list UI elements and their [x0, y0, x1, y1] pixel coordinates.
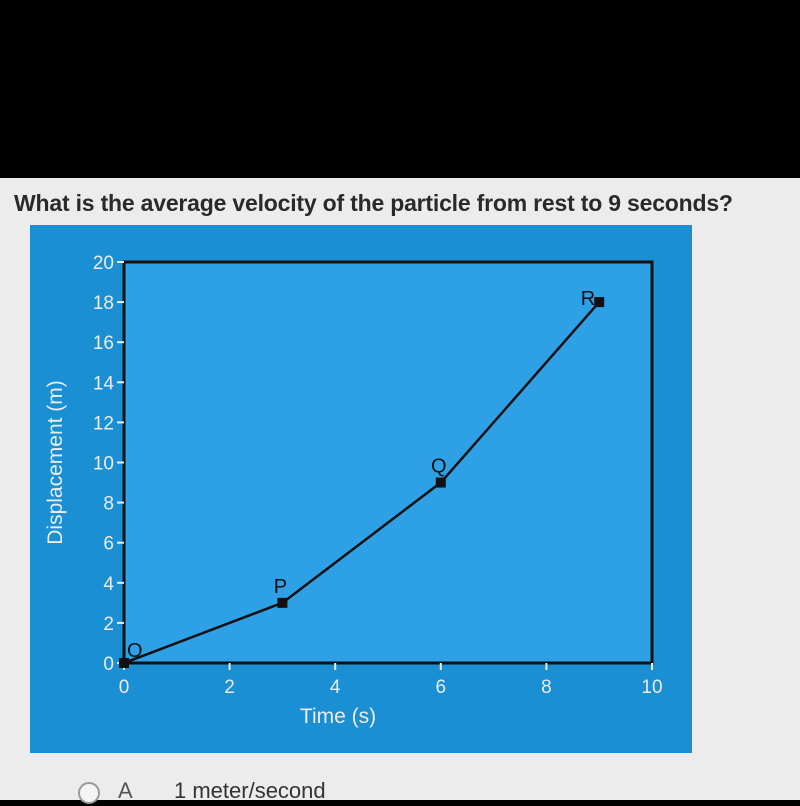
option-letter: A	[118, 778, 133, 803]
y-tick-label: 12	[92, 413, 114, 435]
y-tick-label: 6	[103, 533, 114, 555]
radio-button-a[interactable]	[78, 782, 100, 804]
point-label-o: O	[127, 640, 143, 662]
y-tick-label: 0	[103, 654, 114, 675]
point-label-p: P	[273, 575, 288, 598]
y-tick-label: 16	[92, 333, 114, 355]
x-tick-label: 8	[541, 677, 552, 698]
point-label-q: Q	[431, 455, 447, 478]
y-tick-label: 4	[103, 573, 114, 595]
y-tick-label: 20	[92, 253, 114, 274]
data-point-q	[436, 478, 446, 488]
data-point-p	[277, 598, 287, 608]
y-tick-label: 10	[92, 453, 114, 475]
y-tick-label: 14	[92, 373, 114, 395]
x-axis-title: Time (s)	[299, 705, 377, 728]
y-axis	[93, 253, 124, 675]
data-point-r	[594, 297, 604, 307]
x-axis	[119, 663, 663, 698]
displacement-time-chart	[30, 225, 692, 753]
x-tick-label: 6	[435, 677, 447, 698]
option-text: 1 meter/second	[174, 778, 326, 803]
x-tick-label: 10	[641, 677, 663, 698]
question-text: What is the average velocity of the particle from rest to 9 seconds?	[14, 190, 733, 216]
figure-panel	[30, 225, 692, 753]
y-tick-label: 18	[92, 293, 114, 315]
plot-area	[124, 262, 652, 663]
x-tick-label: 2	[224, 677, 235, 698]
x-tick-label: 0	[118, 677, 130, 698]
x-tick-label: 4	[329, 677, 341, 698]
point-label-r: R	[580, 288, 596, 311]
y-axis-title: Displacement (m)	[44, 380, 67, 545]
answer-option-a[interactable]	[78, 776, 478, 806]
y-tick-label: 8	[103, 493, 114, 515]
y-tick-label: 2	[103, 613, 114, 635]
